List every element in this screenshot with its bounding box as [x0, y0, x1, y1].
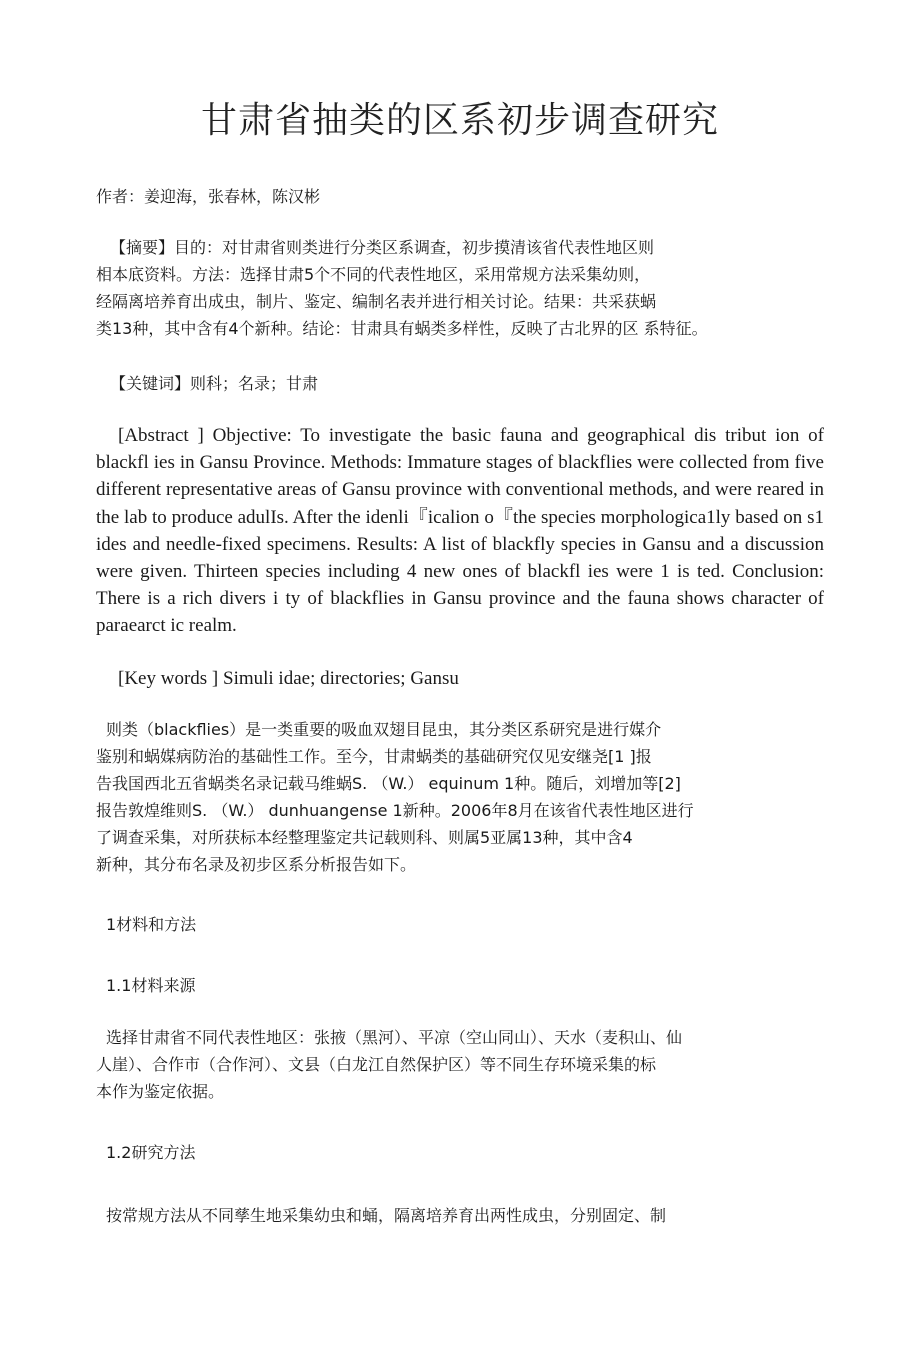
- intro-line: 鉴别和蜗媒病防治的基础性工作。至今，甘肃蜗类的基础研究仅见安继尧[1 ]报: [96, 747, 652, 766]
- materials-paragraph: [96, 1024, 824, 1105]
- intro-line: 则类（blackflies）是一类重要的吸血双翅目昆虫，其分类区系研究是进行媒介: [106, 720, 662, 739]
- intro-line: 告我国西北五省蜗类名录记载马维蜗S. （W.） equinum 1种。随后，刘增加等[2]: [96, 774, 681, 793]
- abstract-cn-line: 经隔离培养育出成虫，制片、鉴定、编制名表并进行相关讨论。结果：共采获蜗: [96, 292, 657, 311]
- section-heading-1-2: 1.2研究方法: [106, 1143, 196, 1162]
- abstract-cn-line: 类13种，其中含有4个新种。结论：甘肃具有蜗类多样性，反映了古北界的区 系特征。: [96, 319, 708, 338]
- methods-line: 按常规方法从不同孳生地采集幼虫和蛹，隔离培养育出两性成虫，分别固定、制: [106, 1206, 667, 1225]
- materials-line: 人崖）、合作市（合作河）、文县（白龙江自然保护区）等不同生存环境采集的标: [96, 1055, 657, 1074]
- intro-line: 报告敦煌维则S. （W.） dunhuangense 1新种。2006年8月在该省代表性地区进行: [96, 801, 694, 820]
- materials-line: 本作为鉴定依据。: [96, 1082, 225, 1101]
- abstract-cn: [96, 234, 824, 342]
- keywords-en: [Key words ] Simuli idae; directories; Gansu: [118, 668, 459, 689]
- intro-line: 新种，其分布名录及初步区系分析报告如下。: [96, 855, 417, 874]
- section-heading-1: 1材料和方法: [106, 915, 197, 934]
- abstract-en: [Abstract ] Objective: To investigate the basic fauna and geographical dis tribut ion of blackfl ies in Gansu Province. Methods: Immature stages of blackflies were collected from five different representative areas of Gansu province with conventional methods, and were reared in the lab to produce adulIs. After the idenli『icalion o『the species morphologica1ly based on s1 ides and needle-fixed specimens. Results: A list of blackfly species in Gansu and a discussion were given. Thirteen species including 4 new ones of blackfl ies were 1 is ted. Conclusion: There is a rich divers i ty of blackflies in Gansu province and the fauna shows character of paraearct ic realm.: [96, 425, 824, 637]
- intro-line: 了调查采集，对所获标本经整理鉴定共记载则科、则属5亚属13种，其中含4: [96, 828, 633, 847]
- section-heading-1-1: 1.1材料来源: [106, 976, 196, 995]
- keywords-cn: 【关键词】则科；名录；甘肃: [110, 374, 319, 393]
- abstract-cn-line: 【摘要】目的：对甘肃省则类进行分类区系调查，初步摸清该省代表性地区则: [110, 238, 655, 257]
- authors-line: 作者：姜迎海，张春林，陈汉彬: [96, 187, 321, 206]
- abstract-cn-line: 相本底资料。方法：选择甘肃5个不同的代表性地区，采用常规方法采集幼则，: [96, 265, 651, 284]
- methods-paragraph: [96, 1202, 824, 1229]
- materials-line: 选择甘肃省不同代表性地区：张掖（黑河）、平凉（空山同山）、天水（麦积山、仙: [106, 1028, 683, 1047]
- page-title: 甘肃省抽类的区系初步调查研究: [200, 100, 719, 141]
- intro-paragraph: [96, 716, 824, 878]
